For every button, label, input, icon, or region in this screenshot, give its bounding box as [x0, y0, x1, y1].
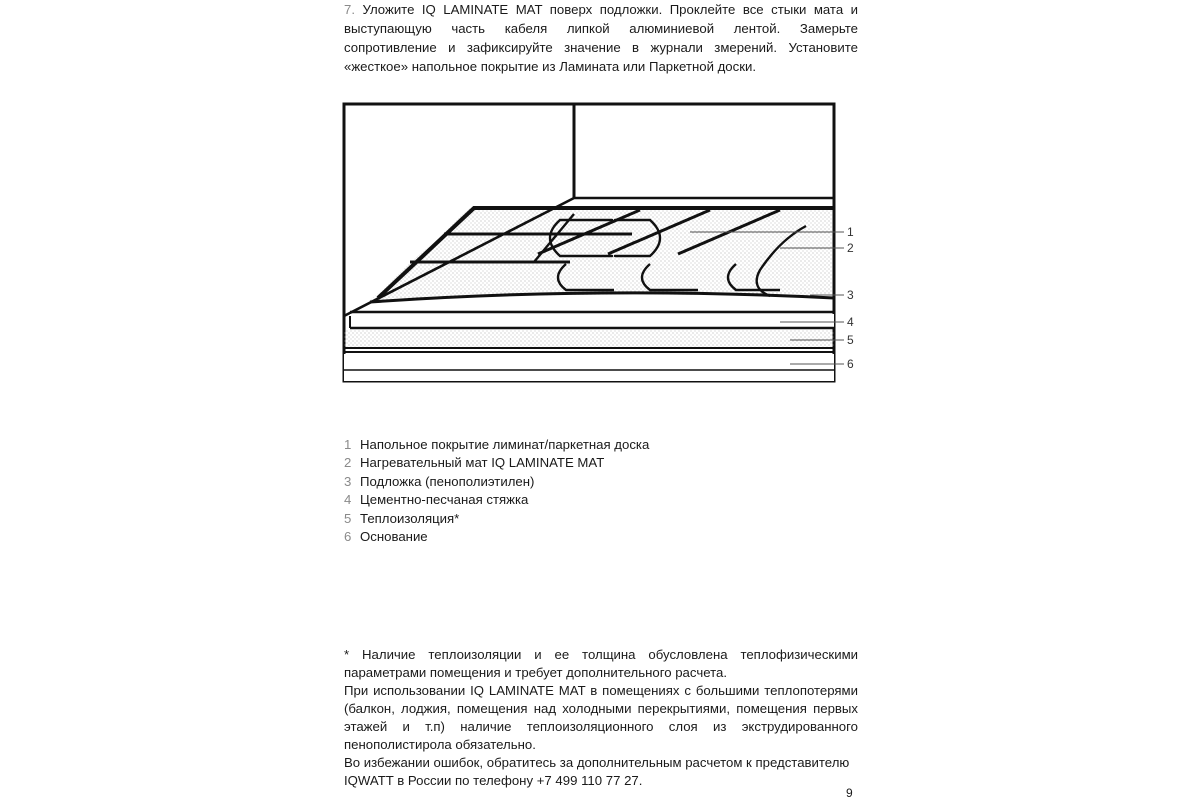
- screed-layer: [350, 314, 834, 328]
- legend-item: [344, 528, 844, 546]
- legend-number: 2: [344, 455, 352, 471]
- footnote-paragraph: При использовании IQ LAMINATE MAT в помещениях с большими теплопотерями (балкон, лоджия, помещения над холодными перекрытиями, помещения первых этажей и т.п) наличие теплоизоляционного слоя из экструдированного пенополистирола обязательно.: [344, 683, 858, 752]
- installation-step-7: [344, 0, 858, 76]
- legend-number: 5: [344, 510, 352, 526]
- legend-text: Основание: [360, 529, 428, 545]
- legend-text: Теплоизоляция*: [360, 510, 460, 526]
- underlay-layer: [370, 208, 834, 300]
- callout-3: 3: [847, 288, 854, 302]
- legend-item: [344, 473, 844, 491]
- callout-1: 1: [847, 225, 854, 239]
- footnote-paragraph: Во избежании ошибок, обратитесь за дополнительным расчетом к представителю IQWATT в России по телефону +7 499 110 77 27.: [344, 755, 850, 788]
- legend-text: Подложка (пенополиэтилен): [360, 473, 535, 489]
- legend-text: Напольное покрытие лиминат/паркетная доска: [360, 437, 650, 452]
- legend-text: Цементно-песчаная стяжка: [360, 492, 529, 508]
- legend-item: [344, 491, 844, 509]
- legend-number: 6: [344, 529, 352, 545]
- legend-text: Нагревательный мат IQ LAMINATE MAT: [360, 455, 605, 471]
- legend-item: [344, 510, 844, 528]
- legend-item: [344, 454, 844, 472]
- legend-item: [344, 436, 844, 454]
- insulation-layer: [344, 330, 834, 348]
- footnote-paragraph: * Наличие теплоизоляции и ее толщина обусловлена теплофизическими параметрами помещения и требует дополнительного расчета.: [344, 647, 858, 680]
- callout-2: 2: [847, 241, 854, 255]
- page-number: 9: [846, 786, 853, 800]
- base-layer: [344, 354, 834, 381]
- step-number: 7.: [344, 2, 355, 17]
- floor-layers-diagram: [340, 100, 860, 390]
- callout-6: 6: [847, 357, 854, 371]
- step-text: Уложите IQ LAMINATE MAT поверх подложки. Проклейте все стыки мата и выступающую часть кабеля липкой алюминиевой лентой. Замерьте сопротивление и зафиксируйте значение в журнали змерений. Установите «жесткое» напольное покрытие из Ламината или Паркетной доски.: [344, 2, 858, 74]
- legend-number: 3: [344, 473, 352, 489]
- legend-number: 1: [344, 437, 352, 452]
- callout-5: 5: [847, 333, 854, 347]
- callout-4: 4: [847, 315, 854, 329]
- layer-legend: [344, 436, 844, 546]
- footnote: [344, 646, 858, 790]
- legend-number: 4: [344, 492, 352, 508]
